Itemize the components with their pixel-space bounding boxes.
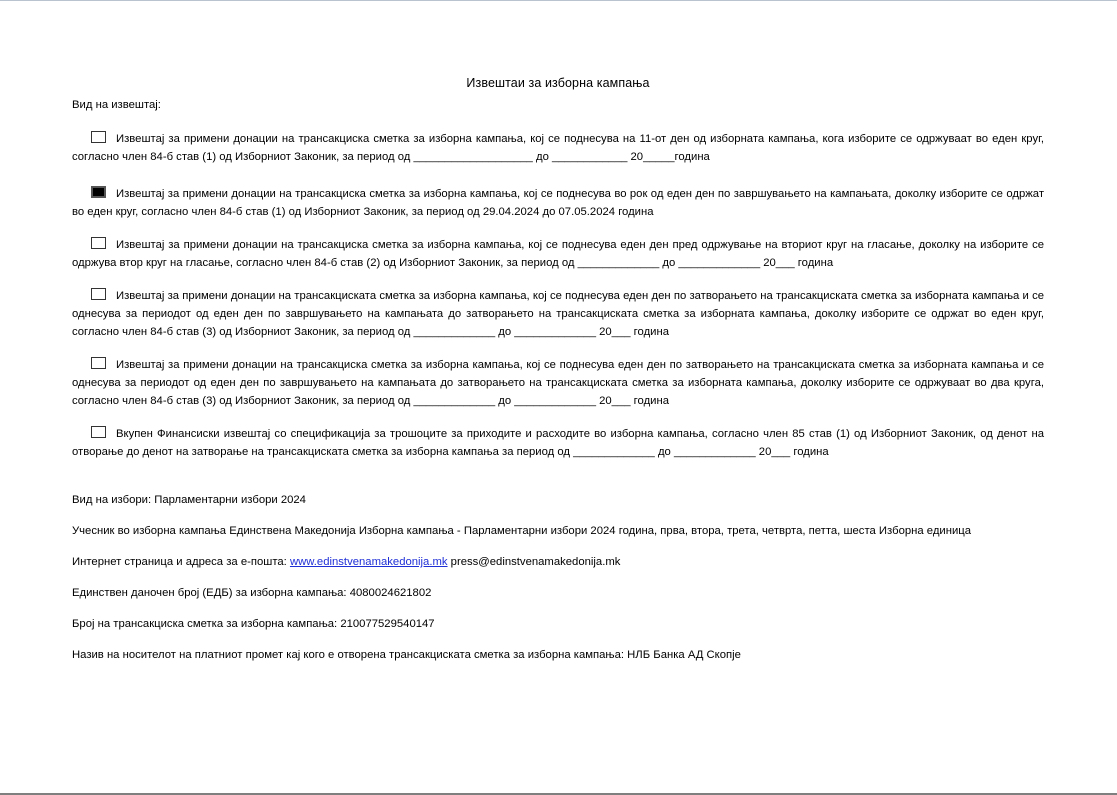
campaign-info: [72, 494, 1044, 661]
email-address: press@edinstvenamakedonija.mk: [447, 556, 621, 568]
web-email-label: Интернет страница и адреса за е-пошта:: [72, 556, 290, 568]
report-option-2-text: Извештај за примени донации на трансакциска сметка за изборна кампања, кој се поднесува во рок од еден ден по завршувањето на кампањата, доколку изборите се одржат во еден круг, согласно член 84-б став (1) од Изборниот Законик, за период од 29.04.2024 до 07.05.2024 година: [72, 188, 1044, 218]
bank-name: Назив на носителот на платниот промет кај кого е отворена трансакциската сметка за изборна кампања: НЛБ Банка АД Скопје: [72, 649, 741, 661]
account-number: Број на трансакциска сметка за изборна кампања: 210077529540147: [72, 618, 435, 630]
tax-number: Единствен даночен број (ЕДБ) за изборна кампања: 4080024621802: [72, 587, 432, 599]
report-option-5-checkbox[interactable]: [91, 357, 106, 369]
campaign-participant: Учесник во изборна кампања Единствена Македонија Изборна кампања - Парламентарни избори 2024 година, прва, втора, трета, четврта, петта, шеста Изборна единица: [72, 525, 972, 537]
report-type-label: Вид на извештај:: [72, 99, 161, 111]
document-title: Извештаи за изборна кампања: [466, 76, 650, 90]
report-option-4-text: Извештај за примени донации на трансакциската сметка за изборна кампања, кој се поднесува еден ден по затворањето на трансакциската сметка за изборната кампања и се однесува за периодот од еден ден по завршувањето на кампањата до затворањето на трансакциската сметка за изборната кампања, доколку изборите се одржат во еден круг, согласно член 84-б став (3) од Изборниот Законик, за период од _____________ до _____________ 20___ година: [72, 290, 1044, 338]
document-page: [72, 76, 1044, 680]
report-option-4-checkbox[interactable]: [91, 288, 106, 300]
report-option-3-text: Извештај за примени донации на трансакциска сметка за изборна кампања, кој се поднесува еден ден пред одржување на вториот круг на гласање, доколку на изборите се одржува втор круг на гласање, согласно член 84-б став (2) од Изборниот Законик, за период од _____________ до _____________ 20___ година: [72, 239, 1044, 269]
website-link[interactable]: www.edinstvenamakedonija.mk: [289, 556, 448, 568]
report-option-5: [72, 356, 1044, 410]
report-option-1-text: Извештај за примени донации на трансакциска сметка за изборна кампања, кој се поднесува на 11-от ден од изборната кампања, кога изборите се одржуваат во еден круг, согласно член 84-б став (1) од Изборниот Законик, за период од ___________________ до ____________ 20_____година: [72, 133, 1044, 163]
report-option-1: [72, 130, 1044, 166]
report-option-6: [72, 425, 1044, 461]
report-option-2: [72, 185, 1044, 221]
report-option-6-text: Вкупен Финансиски извештај со спецификација за трошоците за приходите и расходите во изборна кампања, согласно член 85 став (1) од Изборниот Законик, од денот на отворање до денот на затворање на трансакциската сметка за изборна кампања за период од _____________ до _____________ 20___ година: [72, 428, 1044, 458]
web-and-email: [72, 556, 1044, 568]
report-option-1-checkbox[interactable]: [91, 131, 106, 143]
report-option-3-checkbox[interactable]: [91, 237, 106, 249]
report-option-4: [72, 287, 1044, 341]
report-option-3: [72, 236, 1044, 272]
report-option-5-text: Извештај за примени донации на трансакциска сметка за изборна кампања, кој се поднесува еден ден по затворањето на трансакциската сметка за изборната кампања и се однесува за периодот од еден ден по завршувањето на кампањата до затворањето на трансакциската сметка за изборната кампања, доколку изборите се одржуваат во два круга, согласно член 84-б став (3) од Изборниот Законик, за период од _____________ до _____________ 20___ година: [72, 359, 1044, 407]
report-option-2-checkbox[interactable]: [91, 186, 106, 198]
election-type: Вид на избори: Парламентарни избори 2024: [72, 494, 306, 506]
report-option-6-checkbox[interactable]: [91, 426, 106, 438]
window-top-border: [0, 0, 1117, 1]
